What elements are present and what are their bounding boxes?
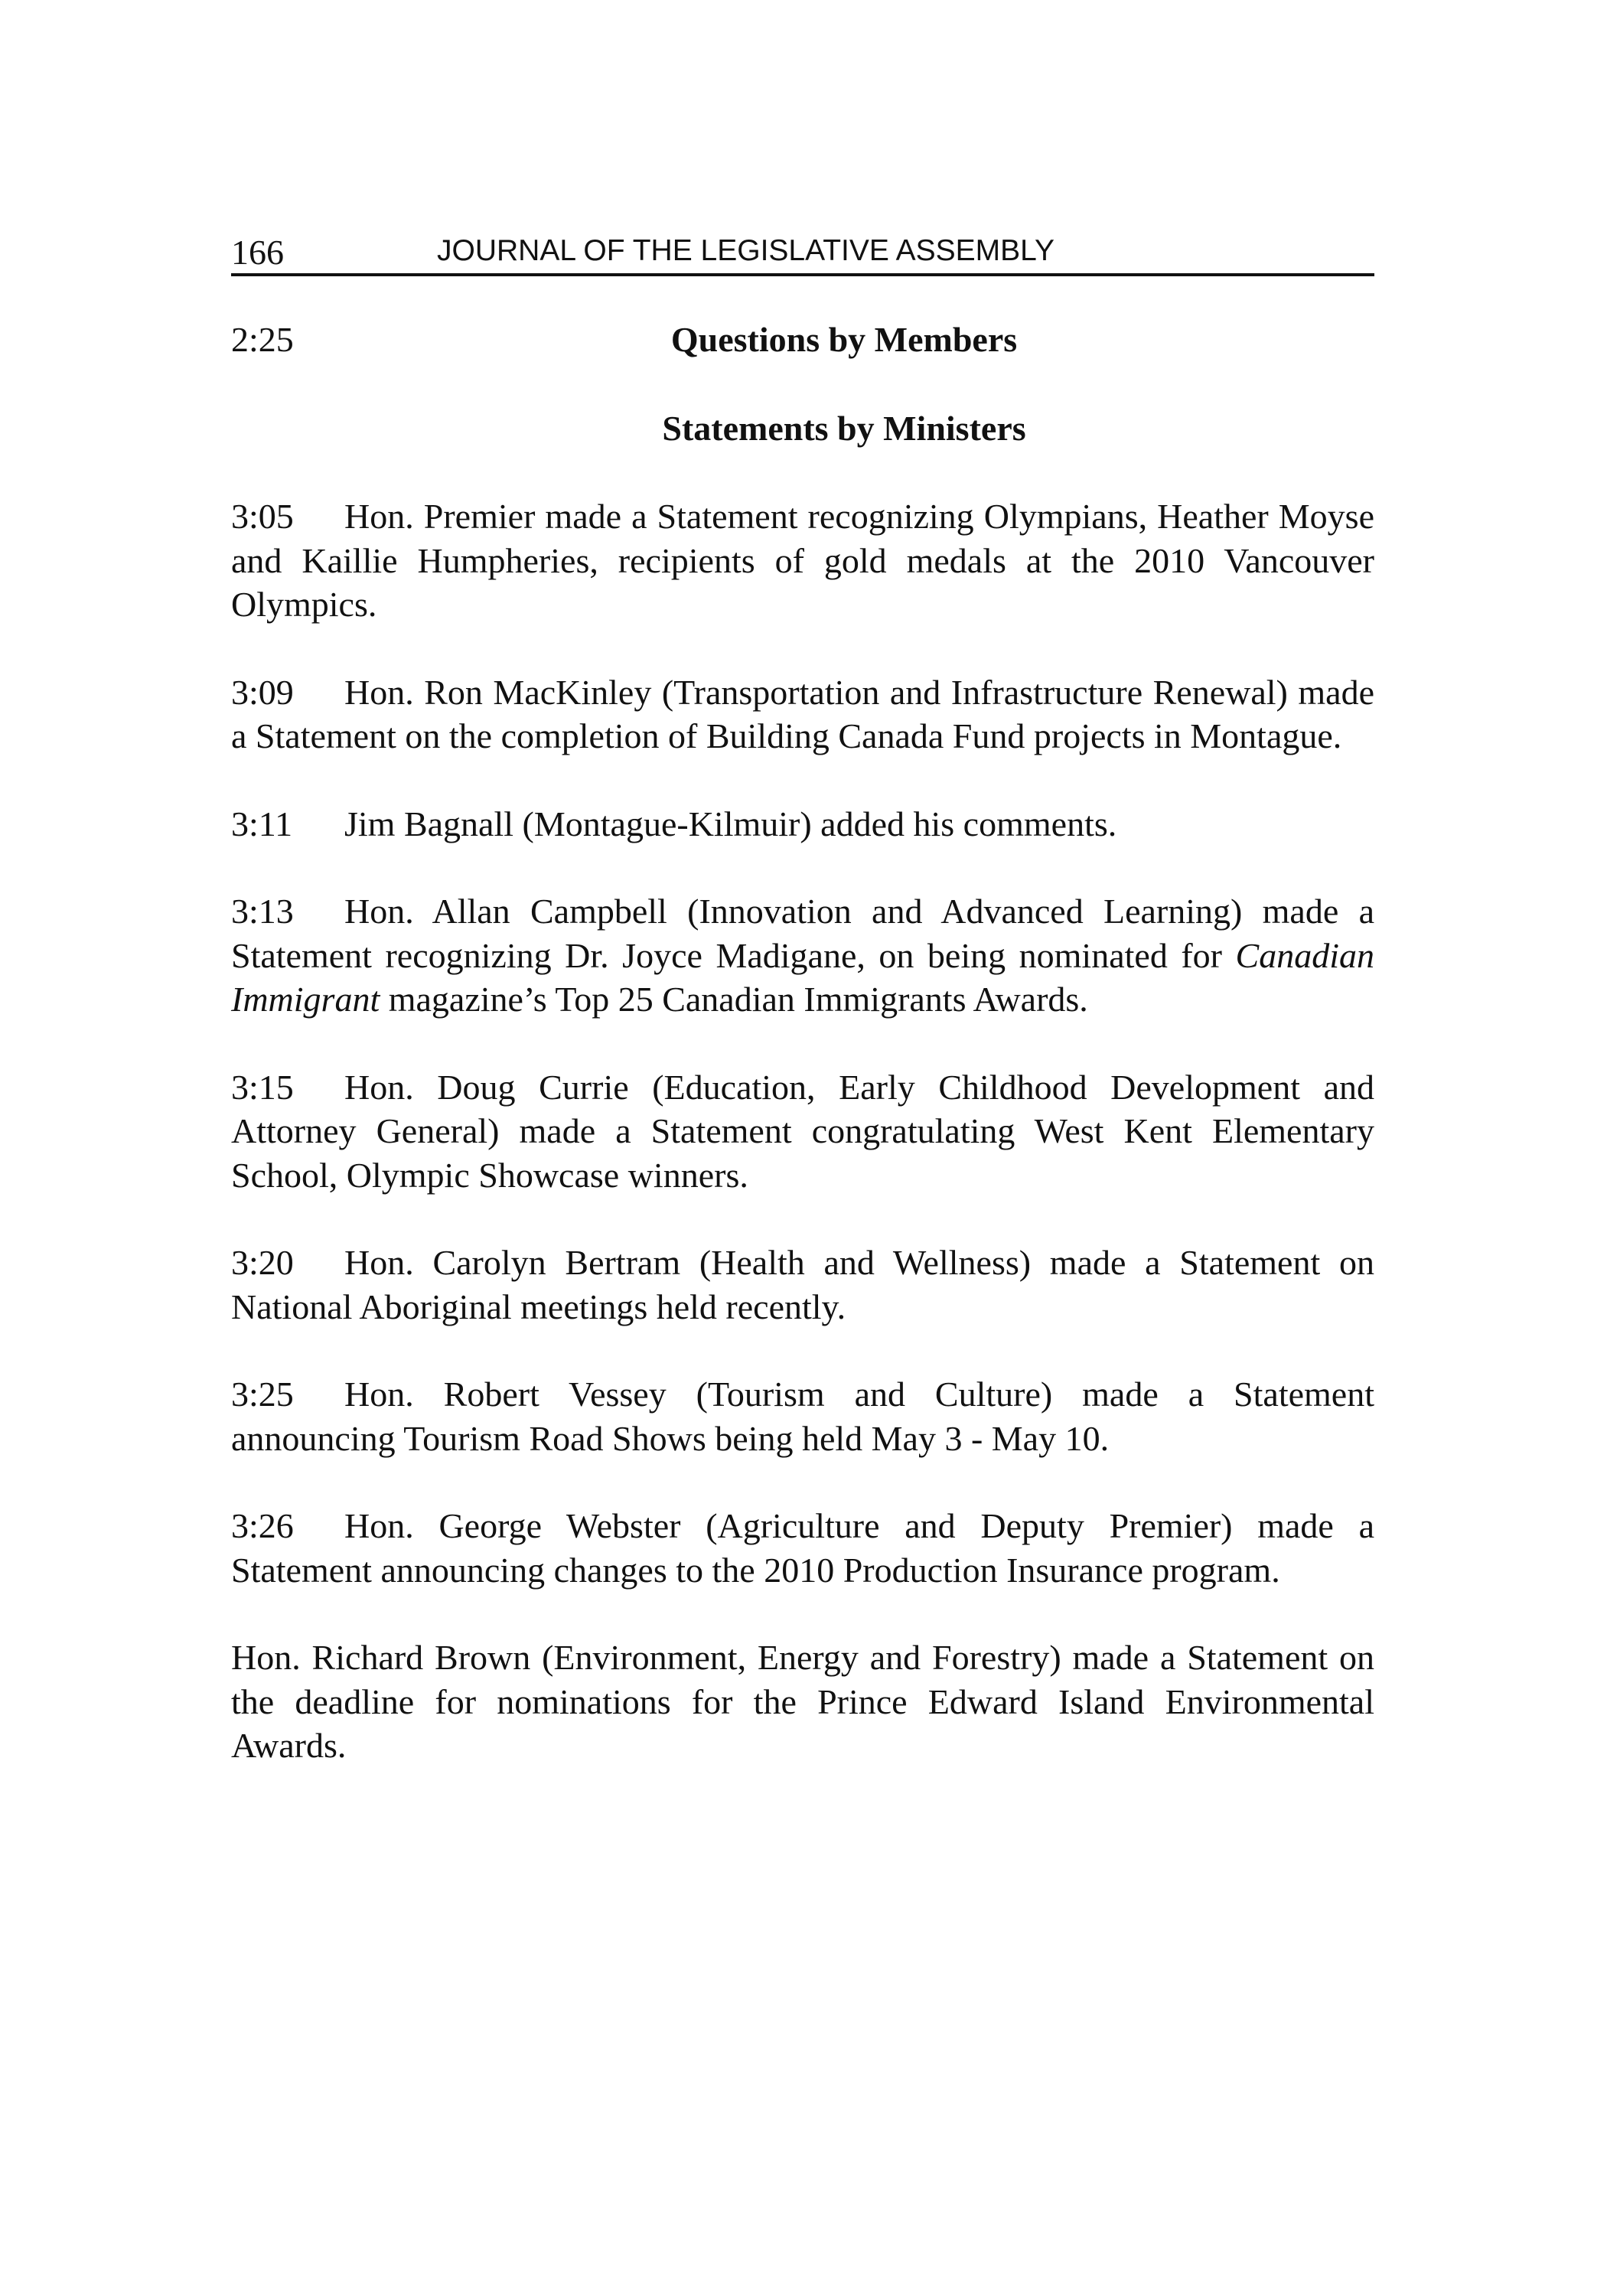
entry-time: 3:25 (231, 1375, 294, 1414)
running-header (231, 226, 1374, 276)
statement-entries (231, 494, 1374, 1768)
entry-text: Hon. George Webster (Agriculture and Deputy Premier) made a Statement announcing changes to the 2010 Production Insurance program. (231, 1506, 1374, 1590)
page-number: 166 (231, 233, 284, 272)
questions-section (231, 318, 1374, 362)
entry-text: Hon. Doug Currie (Education, Early Childhood Development and Attorney General) made a Statement congratulating West Kent Elementary School, Olympic Showcase winners. (231, 1067, 1374, 1195)
statement-entry (231, 1065, 1374, 1198)
statements-section (231, 406, 1374, 451)
journal-title: JOURNAL OF THE LEGISLATIVE ASSEMBLY (437, 234, 1054, 267)
statement-entry (231, 1372, 1374, 1460)
entry-time: 3:13 (231, 892, 294, 931)
entry-time: 3:11 (231, 804, 293, 843)
entry-time: 3:05 (231, 497, 294, 536)
entry-text: Hon. Richard Brown (Environment, Energy and Forestry) made a Statement on the deadline for nominations for the Prince Edward Island Environmental Awards. (231, 1638, 1374, 1765)
statement-entry (231, 494, 1374, 627)
statement-entry (231, 670, 1374, 758)
entry-time: 3:26 (231, 1506, 294, 1545)
entry-text: Hon. Allan Campbell (Innovation and Advanced Learning) made a Statement recognizing Dr. Joyce Madigane, on being nominated for (231, 892, 1374, 975)
questions-heading: Questions by Members (670, 320, 1018, 359)
entry-text: Hon. Robert Vessey (Tourism and Culture) made a Statement announcing Tourism Road Shows being held May 3 - May 10. (231, 1375, 1374, 1458)
statement-entry (231, 1241, 1374, 1329)
statement-entry (231, 802, 1374, 846)
entry-text: Hon. Carolyn Bertram (Health and Wellness) made a Statement on National Aboriginal meetings held recently. (231, 1243, 1374, 1326)
entry-time: 3:20 (231, 1243, 294, 1282)
entry-time: 3:09 (231, 672, 294, 712)
statement-entry (231, 1504, 1374, 1592)
entry-text-continued: magazine’s Top 25 Canadian Immigrants Awards. (388, 980, 1088, 1019)
entry-text: Hon. Ron MacKinley (Transportation and Infrastructure Renewal) made a Statement on the completion of Building Canada Fund projects in Montague. (231, 672, 1374, 755)
statement-entry (231, 1636, 1374, 1768)
entry-time: 3:15 (231, 1067, 294, 1107)
document-page (231, 226, 1374, 1812)
statements-heading: Statements by Ministers (662, 409, 1026, 448)
statement-entry (231, 889, 1374, 1022)
magazine-title: Canadian Immigrant (231, 935, 1374, 1019)
entry-text: Jim Bagnall (Montague-Kilmuir) added his comments. (344, 804, 1117, 843)
section-time: 2:25 (231, 320, 294, 359)
entry-text: Hon. Premier made a Statement recognizing Olympians, Heather Moyse and Kaillie Humpheries, recipients of gold medals at the 2010 Vancouver Olympics. (231, 497, 1374, 624)
